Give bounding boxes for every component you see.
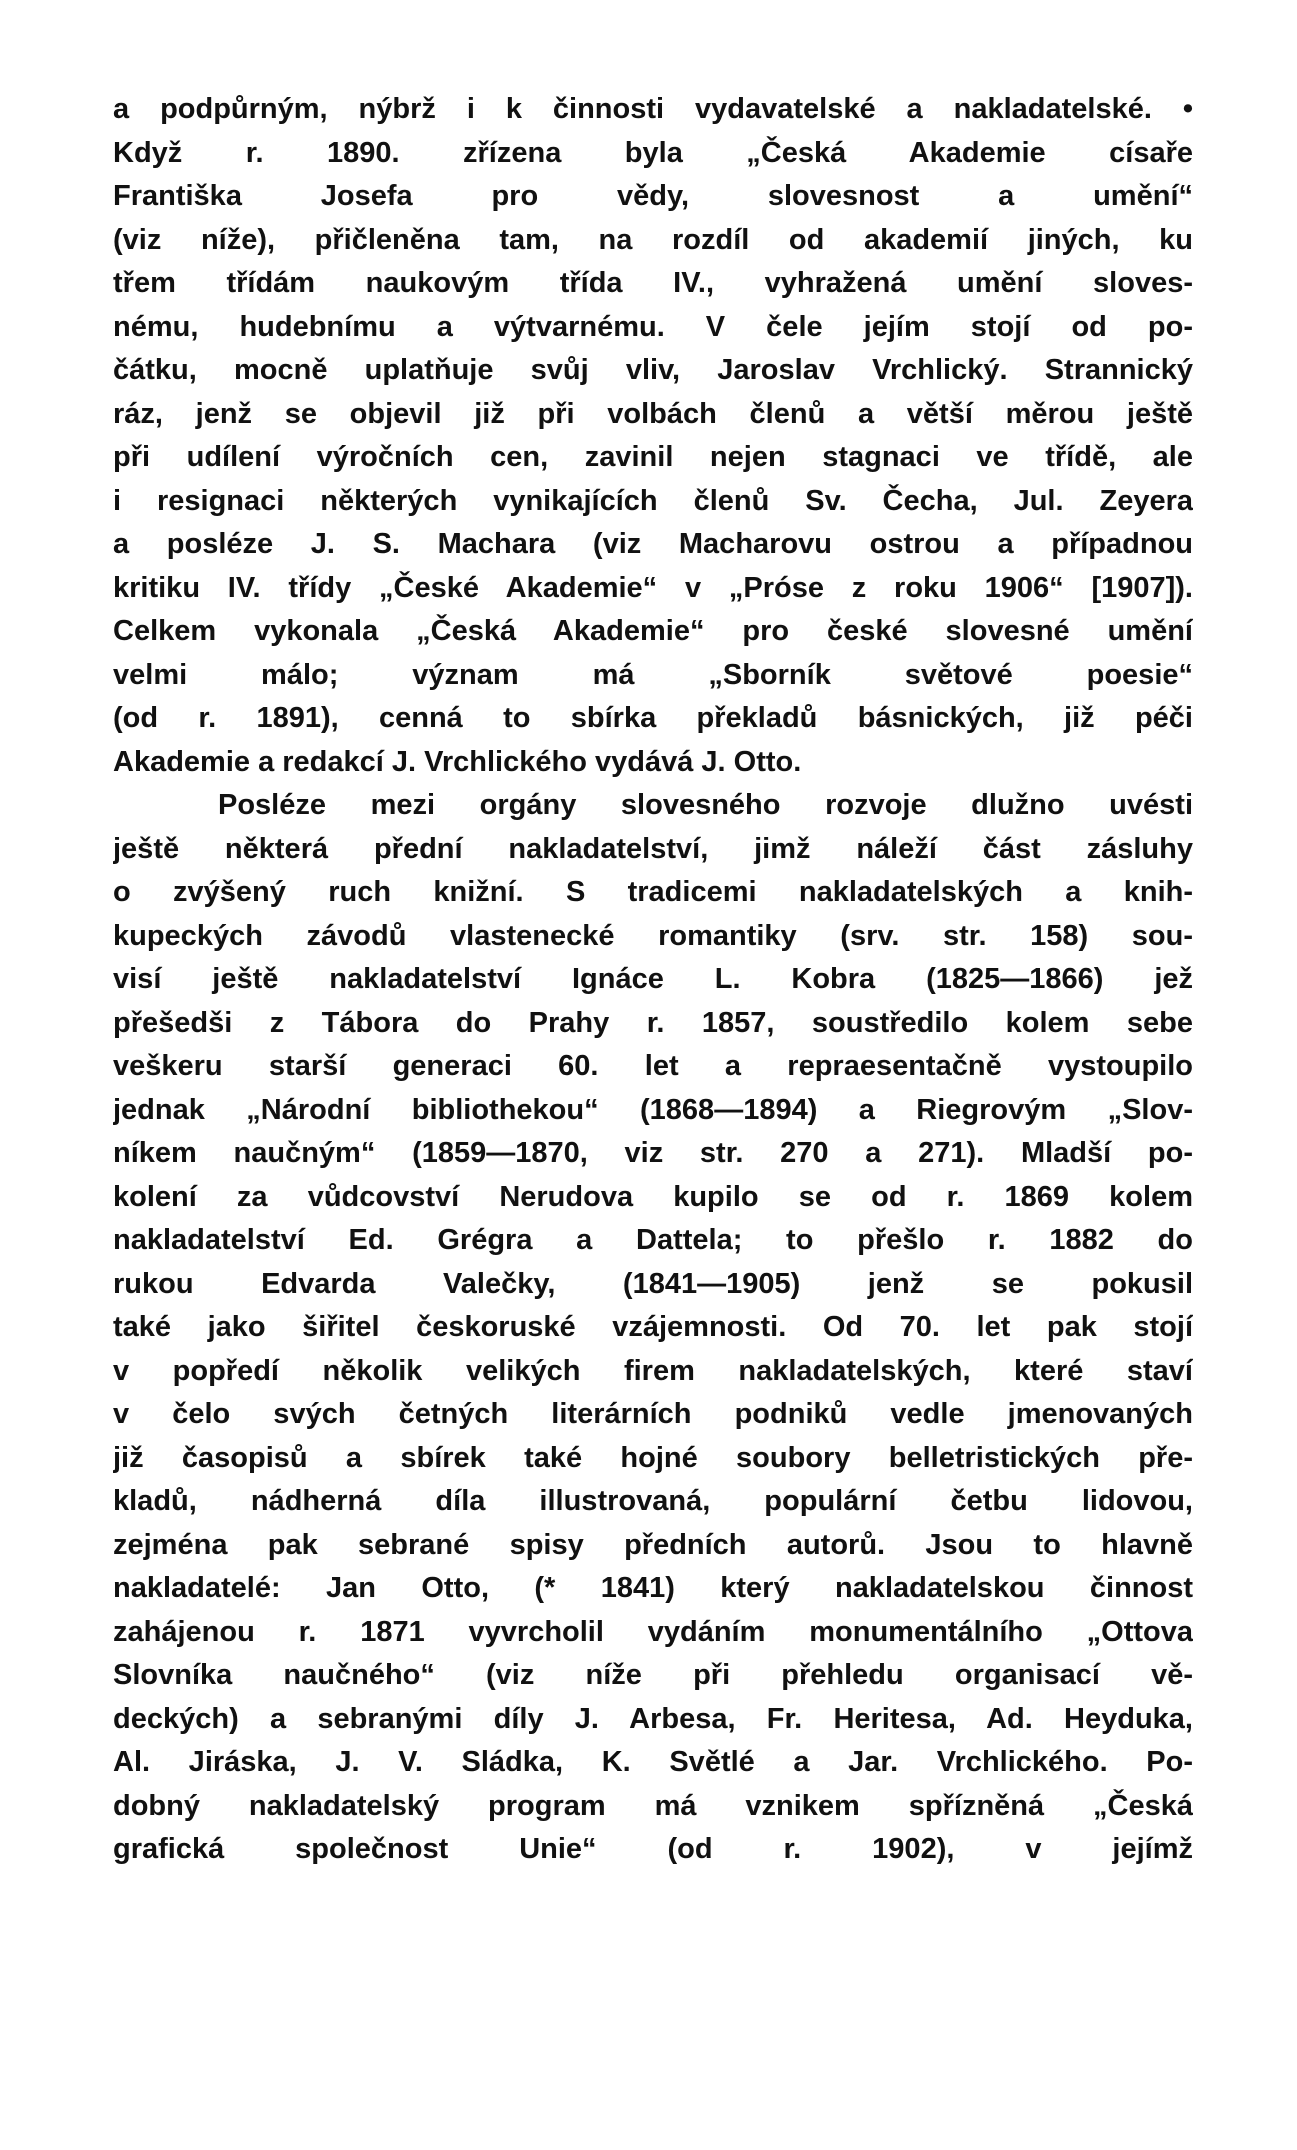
text-line: nakladatelé: Jan Otto, (* 1841) který nakladatelskou činnost: [113, 1572, 1193, 1604]
text-line: deckých) a sebranými díly J. Arbesa, Fr. Heritesa, Ad. Heyduka,: [113, 1702, 1193, 1735]
text-line: kolení za vůdcovství Nerudova kupilo se od r. 1869 kolem: [113, 1180, 1193, 1213]
text-line: a posléze J. S. Machara (viz Macharovu ostrou a případnou: [113, 528, 1193, 560]
text-line: (viz níže), přičleněna tam, na rozdíl od akademií jiných, ku: [113, 223, 1193, 256]
text-line: čátku, mocně uplatňuje svůj vliv, Jaroslav Vrchlický. Strannický: [113, 354, 1193, 386]
text-line: rukou Edvarda Valečky, (1841—1905) jenž se pokusil: [113, 1267, 1193, 1300]
text-line: při udílení výročních cen, zavinil nejen stagnaci ve třídě, ale: [113, 441, 1193, 473]
text-line: zahájenou r. 1871 vyvrcholil vydáním monumentálního „Ottova: [113, 1615, 1193, 1648]
text-line: Když r. 1890. zřízena byla „Česká Akademie císaře: [113, 136, 1193, 169]
text-line: zejména pak sebrané spisy předních autorů. Jsou to hlavně: [113, 1528, 1193, 1561]
text-line: v popředí několik velikých firem nakladatelských, které staví: [113, 1354, 1193, 1387]
text-line: také jako šiřitel českoruské vzájemnosti. Od 70. let pak stojí: [113, 1311, 1193, 1343]
text-line: jednak „Národní bibliothekou“ (1868—1894) a Riegrovým „Slov-: [113, 1093, 1193, 1126]
text-line: dobný nakladatelský program má vznikem spřízněná „Česká: [113, 1789, 1193, 1822]
text-line: (od r. 1891), cenná to sbírka překladů básnických, již péči: [113, 702, 1193, 734]
text-line: Celkem vykonala „Česká Akademie“ pro české slovesné umění: [113, 615, 1193, 647]
text-line: grafická společnost Unie“ (od r. 1902), v jejímž: [113, 1833, 1193, 1865]
text-line: i resignaci některých vynikajících členů Sv. Čecha, Jul. Zeyera: [113, 484, 1193, 517]
text-line: Posléze mezi orgány slovesného rozvoje dlužno uvésti: [218, 789, 1193, 821]
text-line: přešedši z Tábora do Prahy r. 1857, soustředilo kolem sebe: [113, 1006, 1193, 1039]
text-line: visí ještě nakladatelství Ignáce L. Kobra (1825—1866) jež: [113, 963, 1193, 995]
text-line: již časopisů a sbírek také hojné soubory belletristických pře-: [113, 1441, 1193, 1474]
text-line: níkem naučným“ (1859—1870, viz str. 270 a 271). Mladší po-: [113, 1137, 1193, 1169]
text-line: kupeckých závodů vlastenecké romantiky (srv. str. 158) sou-: [113, 919, 1193, 952]
text-line: velmi málo; význam má „Sborník světové poesie“: [113, 658, 1193, 691]
text-line: o zvýšený ruch knižní. S tradicemi nakladatelských a knih-: [113, 876, 1193, 908]
text-line: ráz, jenž se objevil již při volbách členů a větší měrou ještě: [113, 397, 1193, 430]
text-line: kladů, nádherná díla illustrovaná, populární četbu lidovou,: [113, 1485, 1193, 1517]
text-line: Al. Jiráska, J. V. Sládka, K. Světlé a Jar. Vrchlického. Po-: [113, 1746, 1193, 1778]
text-line: ještě některá přední nakladatelství, jimž náleží část zásluhy: [113, 832, 1193, 865]
text-line: veškeru starší generaci 60. let a repraesentačně vystoupilo: [113, 1050, 1193, 1082]
text-line: Slovníka naučného“ (viz níže při přehledu organisací vě-: [113, 1659, 1193, 1691]
text-line: třem třídám naukovým třída IV., vyhražená umění sloves-: [113, 267, 1193, 299]
text-line: nému, hudebnímu a výtvarnému. V čele jejím stojí od po-: [113, 310, 1193, 343]
text-line: Františka Josefa pro vědy, slovesnost a umění“: [113, 180, 1193, 212]
text-line: Akademie a redakcí J. Vrchlického vydává J. Otto.: [113, 745, 802, 778]
text-line: kritiku IV. třídy „České Akademie“ v „Próse z roku 1906“ [1907]).: [113, 571, 1193, 604]
text-line: nakladatelství Ed. Grégra a Dattela; to přešlo r. 1882 do: [113, 1224, 1193, 1256]
text-line: v čelo svých četných literárních podniků vedle jmenovaných: [113, 1398, 1193, 1430]
text-page: [113, 88, 1193, 1872]
text-line: a podpůrným, nýbrž i k činnosti vydavatelské a nakladatelské. •: [113, 93, 1193, 125]
